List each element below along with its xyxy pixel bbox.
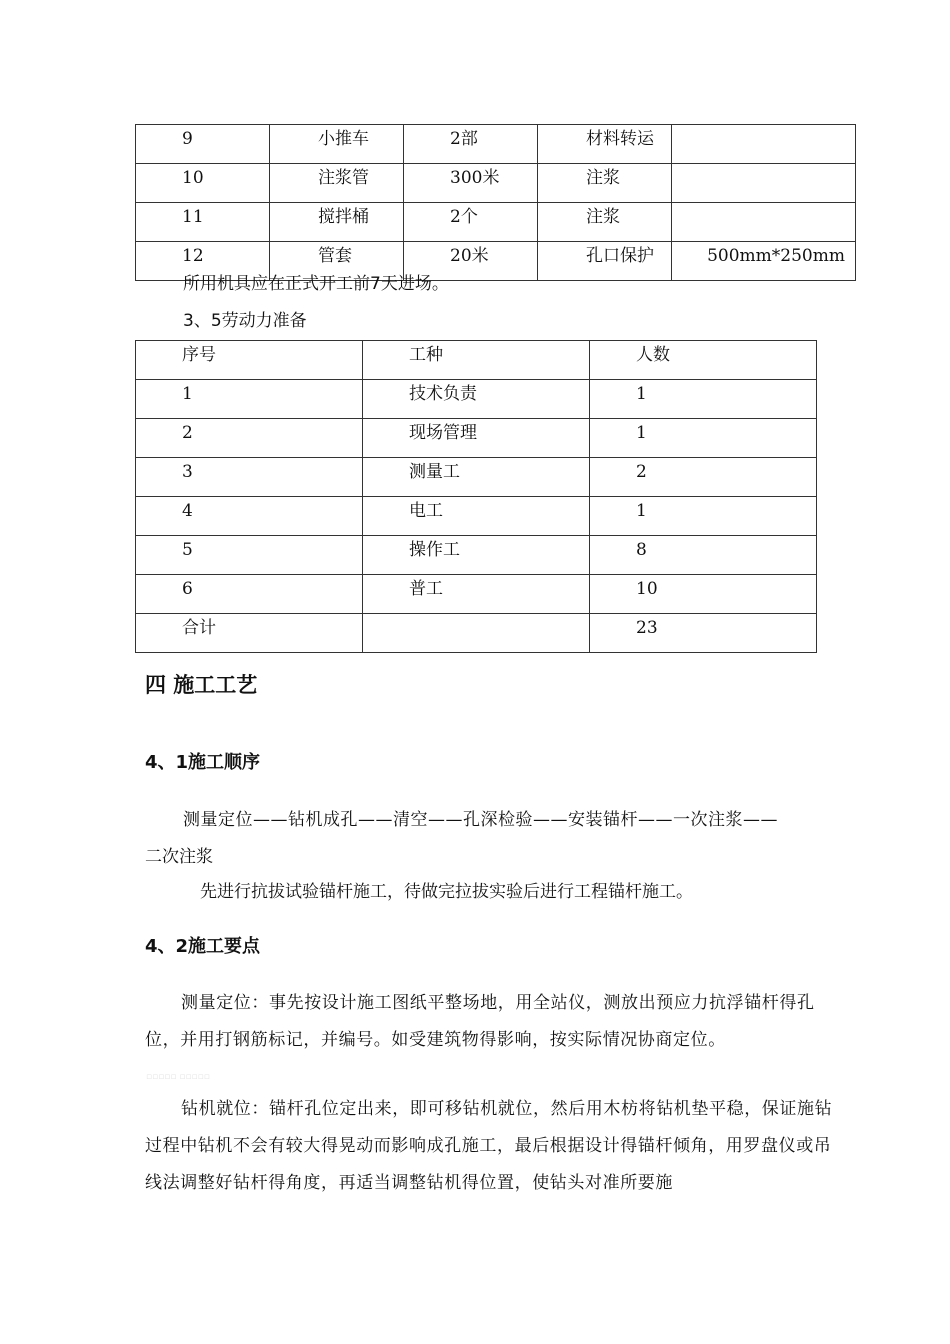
equipment-use: 材料转运: [538, 125, 672, 164]
labor-row: [136, 419, 817, 458]
labor-count: 1: [590, 380, 817, 419]
s42-paragraph-1: 测量定位：事先按设计施工图纸平整场地，用全站仪，测放出预应力抗浮锚杆得孔位，并用打钢筋标记，并编号。如受建筑物得影响，按实际情况协商定位。: [145, 993, 815, 1050]
labor-type: 测量工: [363, 458, 590, 497]
equipment-note-cell: [672, 125, 856, 164]
labor-no: 2: [136, 419, 363, 458]
equipment-note-cell: 500mm*250mm: [672, 242, 856, 281]
equipment-row: [136, 125, 856, 164]
equipment-qty: 300米: [404, 164, 538, 203]
equipment-note-cell: [672, 164, 856, 203]
equipment-note: 所用机具应在正式开工前7天进场。: [183, 274, 449, 294]
labor-type: 技术负责: [363, 380, 590, 419]
equipment-no: 9: [136, 125, 270, 164]
labor-row: [136, 458, 817, 497]
s42-title: 4、2施工要点: [145, 936, 261, 957]
labor-no: 1: [136, 380, 363, 419]
equipment-name: 小推车: [270, 125, 404, 164]
s42-paragraph-2: 钻机就位：锚杆孔位定出来，即可移钻机就位，然后用木枋将钻机垫平稳，保证施钻过程中钻机不会有较大得晃动而影响成孔施工，最后根据设计得锚杆倾角，用罗盘仪或吊线法调整好钻杆得角度，再适当调整钻机得位置，使钻头对准所要施: [145, 1099, 833, 1193]
s41-note: 先进行抗拔试验锚杆施工，待做完拉拔实验后进行工程锚杆施工。: [200, 882, 693, 902]
labor-count: 2: [590, 458, 817, 497]
labor-type: 现场管理: [363, 419, 590, 458]
labor-count: 1: [590, 497, 817, 536]
labor-no: 3: [136, 458, 363, 497]
equipment-name: 搅拌桶: [270, 203, 404, 242]
equipment-use: 注浆: [538, 164, 672, 203]
labor-row: [136, 575, 817, 614]
labor-row: [136, 380, 817, 419]
labor-header-no: 序号: [136, 341, 363, 380]
equipment-table: [135, 124, 856, 281]
labor-type: 操作工: [363, 536, 590, 575]
labor-header-row: [136, 341, 817, 380]
labor-table: [135, 340, 817, 653]
equipment-row: [136, 164, 856, 203]
faint-watermark: ▫▫▫▫▫ ▫▫▫▫▫: [146, 1072, 210, 1082]
equipment-no: 10: [136, 164, 270, 203]
equipment-name: 管套: [270, 242, 404, 281]
labor-total-type: [363, 614, 590, 653]
labor-type: 电工: [363, 497, 590, 536]
s41-sequence-line1: 测量定位——钻机成孔——清空——孔深检验——安装锚杆——一次注浆——: [183, 810, 778, 830]
labor-type: 普工: [363, 575, 590, 614]
equipment-note-cell: [672, 203, 856, 242]
equipment-qty: 2个: [404, 203, 538, 242]
equipment-no: 11: [136, 203, 270, 242]
equipment-qty: 2部: [404, 125, 538, 164]
labor-no: 4: [136, 497, 363, 536]
equipment-name: 注浆管: [270, 164, 404, 203]
labor-heading: 3、5劳动力准备: [183, 311, 307, 331]
labor-total-count: 23: [590, 614, 817, 653]
equipment-row: [136, 203, 856, 242]
equipment-use: 注浆: [538, 203, 672, 242]
s41-title: 4、1施工顺序: [145, 752, 261, 773]
equipment-no: 12: [136, 242, 270, 281]
equipment-use: 孔口保护: [538, 242, 672, 281]
labor-count: 1: [590, 419, 817, 458]
labor-total-row: [136, 614, 817, 653]
s41-sequence-line2: 二次注浆: [145, 847, 213, 867]
labor-total-label: 合计: [136, 614, 363, 653]
labor-count: 10: [590, 575, 817, 614]
labor-row: [136, 536, 817, 575]
labor-header-count: 人数: [590, 341, 817, 380]
equipment-qty: 20米: [404, 242, 538, 281]
labor-row: [136, 497, 817, 536]
labor-no: 5: [136, 536, 363, 575]
labor-no: 6: [136, 575, 363, 614]
labor-header-type: 工种: [363, 341, 590, 380]
labor-count: 8: [590, 536, 817, 575]
section4-title: 四 施工工艺: [145, 673, 258, 697]
